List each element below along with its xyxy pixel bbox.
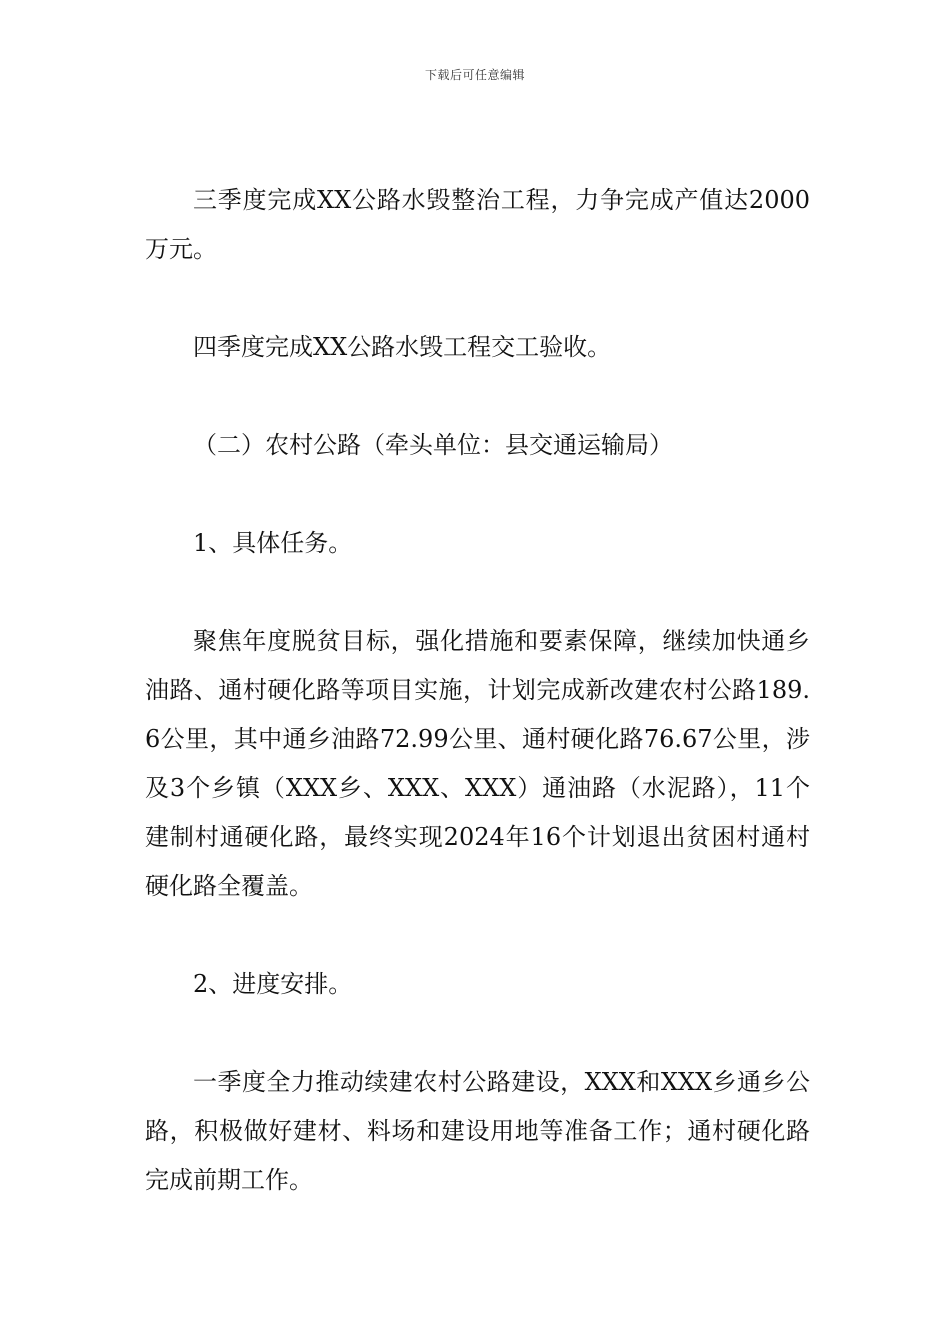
document-body [145,176,810,1254]
page-header: 下载后可任意编辑 [424,68,525,82]
section-heading-rural-roads: （二）农村公路（牵头单位：县交通运输局） [193,431,673,459]
paragraph-q1-schedule: 一季度全力推动续建农村公路建设，XXX和XXX乡通乡公路，积极做好建材、料场和建设用地等准备工作；通村硬化路完成前期工作。 [145,1068,810,1194]
paragraph-q3-plan: 三季度完成XX公路水毁整治工程，力争完成产值达2000万元。 [145,186,810,263]
subheading-schedule: 2、进度安排。 [193,970,353,998]
paragraph-q4-plan: 四季度完成XX公路水毁工程交工验收。 [193,333,612,361]
subheading-specific-tasks: 1、具体任务。 [193,529,353,557]
paragraph-tasks-detail: 聚焦年度脱贫目标，强化措施和要素保障，继续加快通乡油路、通村硬化路等项目实施，计划完成新改建农村公路189.6公里，其中通乡油路72.99公里、通村硬化路76.67公里，涉及3个乡镇（XXX乡、XXX、XXX）通油路（水泥路），11个建制村通硬化路，最终实现2024年16个计划退出贫困村通村硬化路全覆盖。 [145,627,810,900]
